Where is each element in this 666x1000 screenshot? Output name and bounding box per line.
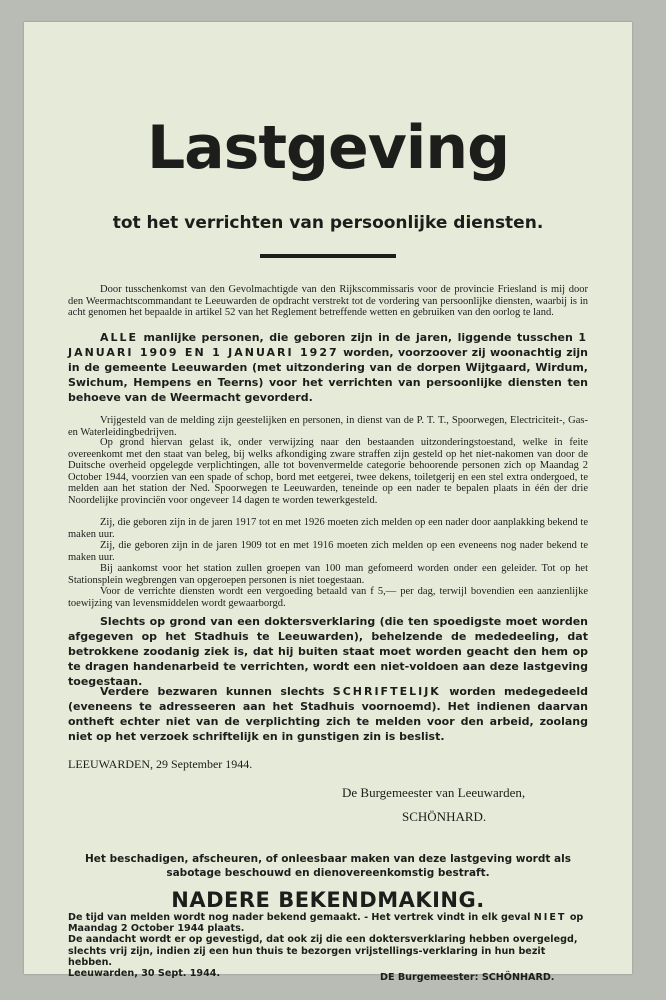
notice-body [68,912,588,979]
signature-name: SCHÖNHARD. [402,809,487,824]
main-text-2: worden, voorzoover zij woonachtig zijn in de gemeente Leeuwarden (met uitzondering van de dorpen Wijtgaard, Wirdum, Swichum, Hempens en Teerns) voor het verrichten van persoonlijke diensten ten behoeve van de Weermacht gevorderd. [68,346,589,404]
objections-paragraph [68,684,588,744]
payment-paragraph: Voor de verrichte diensten wordt een vergoeding betaald van f 5,— per dag, terwijl bovendien een aanzienlijke toewijzing van levensmiddelen wordt gewaarborgd. [68,586,588,609]
sabotage-warning: Het beschadigen, afscheuren, of onleesbaar maken van deze lastgeving wordt als sabotage beschouwd en dienovereenkomstig bestraft. [85,853,571,879]
notice-text-3: De aandacht wordt er op gevestigd, dat ook zij die een doktersverklaring hebben overgelegd, slechts vrij zijn, indien zij een hun thuis te bezorgen vrijstellings-verklaring in hun bezit hebben. [68,934,578,968]
main-lead: ALLE [100,331,139,344]
main-dates: 1 JANUARI 1909 EN 1 JANUARI 1927 [68,331,588,359]
exemption-paragraph: Vrijgesteld van de melding zijn geestelijken en personen, in dienst van de P. T. T., Spoorwegen, Electriciteit-, Gas- en Waterleidingbedrijven. [68,415,588,438]
notice-signature: DE Burgemeester: SCHÖNHARD. [380,972,555,983]
notice-text-1: De tijd van melden wordt nog nader bekend gemaakt. - Het vertrek vindt in elk geval [68,912,534,923]
objections-text-1: Verdere bezwaren kunnen slechts [100,685,333,698]
group-1909-paragraph: Zij, die geboren zijn in de jaren 1909 tot en met 1916 moeten zich melden op een eveneens nog nader bekend te maken uur. [68,540,588,563]
notice-niet: NIET [533,912,567,923]
poster-title: Lastgeving [146,113,510,183]
date-line: LEEUWARDEN, 29 September 1944. [68,757,253,771]
notice-date: Leeuwarden, 30 Sept. 1944. [68,968,221,980]
objections-text-2: worden medegedeeld (eveneens te adresseeren aan het Stadhuis voornoemd). Het indienen daarvan ontheft echter niet van de verplichting zich te melden voor den arbeid, zoolang niet op het verzoek schriftelijk en in gunstigen zin is beslist. [68,685,588,743]
notice-title: NADERE BEKENDMAKING. [171,888,485,912]
group-1917-paragraph: Zij, die geboren zijn in de jaren 1917 tot en met 1926 moeten zich melden op een nader door aanplakking bekend te maken uur. [68,517,588,540]
signature-role: De Burgemeester van Leeuwarden, [342,785,526,800]
notice-text-2: op Maandag 2 October 1944 plaats. [68,912,584,935]
poster [24,22,632,983]
objections-written: SCHRIFTELIJK [332,685,441,698]
poster-subtitle: tot het verrichten van persoonlijke diensten. [112,213,544,233]
main-text-1: manlijke personen, die geboren zijn in de jaren, liggende tusschen [138,331,579,344]
medical-paragraph: Slechts op grond van een doktersverklaring (die ten spoedigste moet worden afgegeven op het Stadhuis te Leeuwarden), behelzende de mededeeling, dat betrokkene zoodanig ziek is, dat hij buiten staat moet worden geacht den hem op te dragen handenarbeid te verrichten, wordt een niet-voldoen aan deze lastgeving toegestaan. [68,615,588,688]
intro-paragraph: Door tusschenkomst van den Gevolmachtigde van den Rijkscommissaris voor de provincie Friesland is mij door den Weermachtscommandant te Leeuwarden de opdracht verstrekt tot de vordering van persoonlijke diensten, waarbij is in acht genomen het bepaalde in artikel 52 van het Reglement betreffende wetten en gebruiken van den oorlog te land. [68,284,588,319]
main-order-paragraph [68,330,588,405]
station-paragraph: Bij aankomst voor het station zullen groepen van 100 man gefomeerd worden onder een geleider. Tot op het Stationsplein wegbrengen van opgeroepen personen is niet toegestaan. [68,563,588,586]
order-paragraph: Op grond hiervan gelast ik, onder verwijzing naar den bestaanden uitzonderingstoestand, welke in feite overeenkomt met den staat van beleg, bij welks afkondiging zware straffen zijn gesteld op het niet-nakomen van door de Duitsche overheid opgelegde verplichtingen, alle tot bovenvermelde categorie behoorende personen zich op Maandag 2 October 1944, voorzien van een spade of schop, bord met eetgerei, twee dekens, toiletgerij en een stel extra ondergoed, te melden aan het station der Ned. Spoorwegen te Leeuwarden, teneinde op een nader te bepalen plaats in één der drie Noordelijke provinciën voor ongeveer 14 dagen te worden tewerkgesteld. [68,437,588,506]
title-divider [260,254,396,258]
